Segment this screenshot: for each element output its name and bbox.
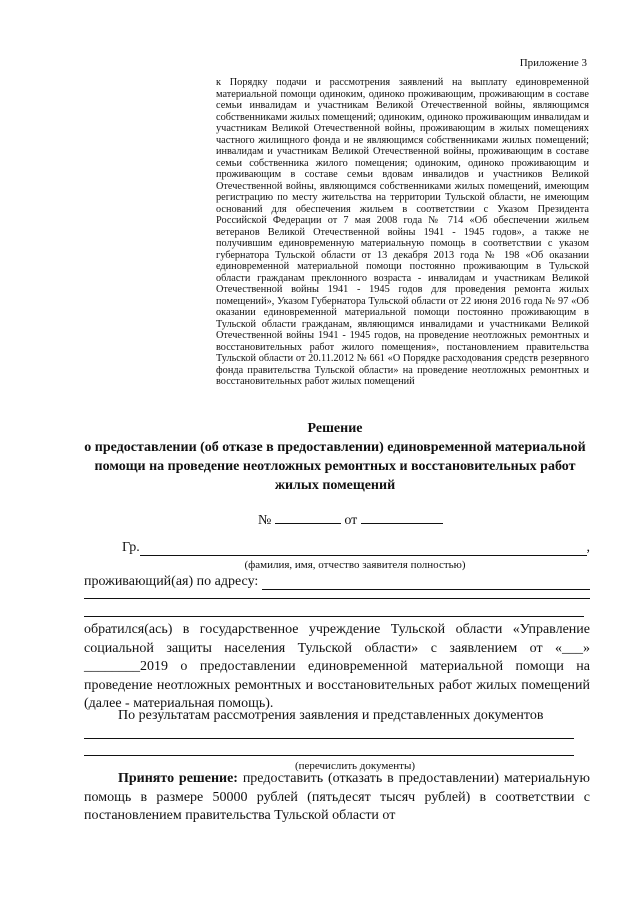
decision-paragraph — [84, 770, 590, 826]
from-label: от — [344, 513, 358, 528]
appendix-label: Приложение 3 — [519, 57, 587, 69]
decision-title: Решение — [307, 421, 363, 436]
citizen-label: Гр. — [122, 540, 140, 555]
citizen-caption: (фамилия, имя, отчество заявителя полностью) — [244, 559, 466, 571]
decision-text: предоставить (отказать в предоставлении) материальную помощь в размере 50000 рублей (пятьдесят тысяч рублей) в соответствии с постановлением правительства Тульской области от — [84, 771, 590, 823]
number-date-line — [258, 511, 443, 529]
documents-blank-2 — [84, 755, 574, 756]
decision-subtitle: о предоставлении (об отказе в предоставлении) единовременной материальной помощи на проведение неотложных ремонтных и восстановительных работ жилых помещений — [84, 440, 586, 493]
documents-caption: (перечислить документы) — [294, 760, 416, 772]
citizen-line: Гр. , — [122, 540, 590, 555]
address-line — [84, 574, 590, 590]
citizen-blank — [140, 541, 587, 556]
address-blank-2 — [84, 598, 590, 599]
application-paragraph: обратился(ась) в государственное учреждение Тульской области «Управление социальной защиты населения Тульской области» с заявлением от «___» ________2019 о предоставлении единовременной материальной помощи на проведение неотложных ремонтных и восстановительных работ жилых помещений (далее - материальная помощь). — [84, 622, 590, 711]
review-paragraph: По результатам рассмотрения заявления и представленных документов — [118, 708, 544, 723]
address-label: проживающий(ая) по адресу: — [84, 574, 259, 589]
documents-blank-1 — [84, 738, 574, 739]
decision-label: Принято решение: — [118, 771, 238, 786]
preamble-text: к Порядку подачи и рассмотрения заявлений на выплату единовременной материальной помощи одиноким, одиноко проживающим, проживающим в составе семьи инвалидам и участникам Великой Отечественной войны, являющимся собственниками жилых помещений; одиноким, одиноко проживающим инвалидам и участникам Великой Отечественной войны, проживающим в жилых помещениях частного жилищного фонда и не являющимся собственниками жилых помещений; инвалидам и участникам Великой Отечественной войны, проживающим в составе семьи собственника жилого помещения; одиноким, одиноко проживающим и проживающим в составе семьи вдовам инвалидов и участников Великой Отечественной войны, являющимся собственниками жилых помещений, имеющим регистрацию по месту жительства на территории Тульской области, не имеющим оснований для обеспечения жильем в соответствии с Указом Президента Российской Федерации от 7 мая 2008 года № 714 «Об обеспечении жильем ветеранов Великой Отечественной войны 1941 - 1945 годов», а также не получившим единовременную материальную помощь в соответствии с указом губернатора Тульской области от 13 декабря 2013 года № 198 «Об оказании единовременной материальной помощи постоянно проживающим в Тульской области гражданам преклонного возраста - инвалидам и участникам Великой Отечественной войны 1941 - 1945 годов для проведения ремонта жилых помещений», Указом Губернатора Тульской области от 22 июня 2016 года № 97 «Об оказании единовременной материальной помощи постоянно проживающим в Тульской области гражданам, являющимся инвалидами и участниками Великой Отечественной войны 1941 - 1945 годов, на проведение неотложных ремонтных и восстановительных работ жилого помещения», постановлением правительства Тульской области от 20.11.2012 № 661 «О Порядке расходования средств резервного фонда правительства Тульской области» на проведение неотложных ремонтных и восстановительных работ жилых помещений — [216, 77, 589, 387]
number-blank — [275, 511, 341, 524]
date-blank — [361, 511, 443, 524]
address-blank — [262, 575, 590, 590]
address-blank-3 — [84, 616, 584, 617]
number-label: № — [258, 513, 272, 528]
